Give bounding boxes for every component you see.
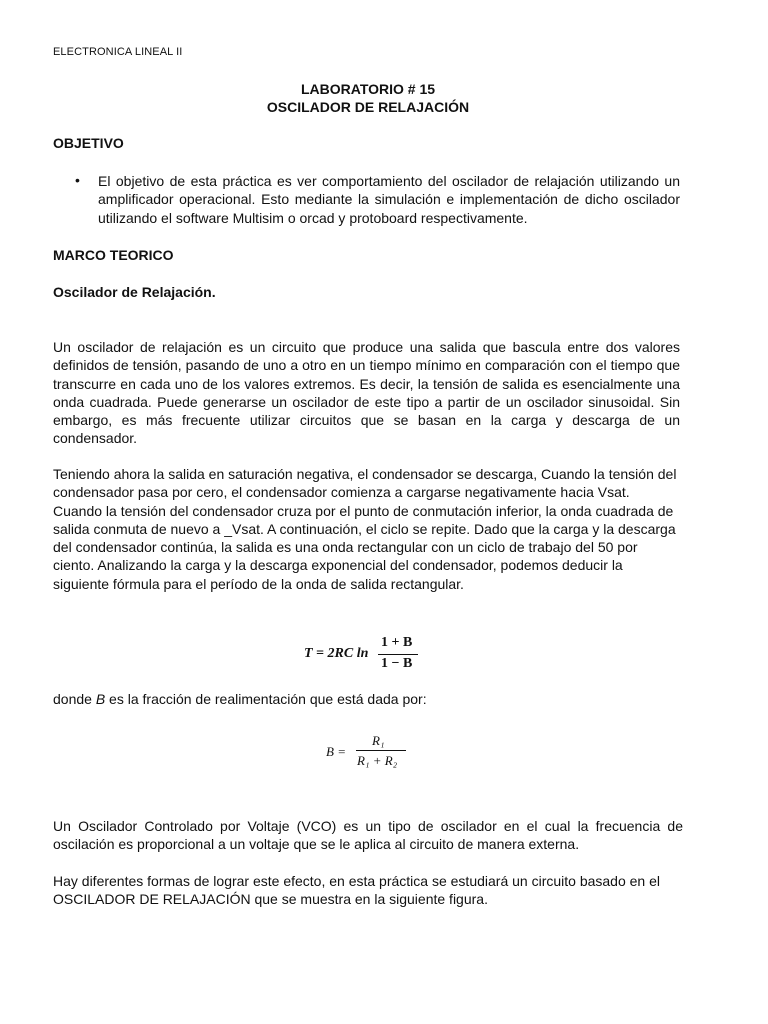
period-formula <box>300 634 424 674</box>
period-formula-lhs: T = 2RC ln <box>304 646 369 661</box>
feedback-variable: B <box>95 691 106 707</box>
feedback-formula-denominator: R₁ + R₂ <box>357 753 398 768</box>
paragraph-feedback-fraction <box>53 690 693 708</box>
period-formula-denominator: 1 − B <box>381 656 413 671</box>
lab-number-title: LABORATORIO # 15 <box>300 81 436 97</box>
fraction-bar <box>378 654 418 655</box>
course-header: ELECTRONICA LINEAL II <box>53 46 183 58</box>
feedback-text-prefix: donde <box>53 691 96 707</box>
objective-text: El objetivo de esta práctica es ver comportamiento del oscilador de relajación utilizando un amplificador operacional. Esto mediante la simulación e implementación de dicho oscilador utilizando el software Multisim o orcad y protoboard respectivamente. <box>98 173 680 226</box>
fraction-bar <box>356 750 406 751</box>
theory-heading: MARCO TEORICO <box>53 247 174 263</box>
paragraph-relaxation-intro: Un oscilador de relajación es un circuito que produce una salida que bascula entre dos valores definidos de tensión, pasando de uno a otro en un tiempo mínimo en comparación con el tiempo que transcurre en cada uno de los valores extremos. Es decir, la tensión de salida es esencialmente una onda cuadrada. Puede generarse un oscilador de este tipo a partir de un oscilador sinusoidal. Sin embargo, es más frecuente utilizar circuitos que se basan en la carga y descarga de un condensador. <box>53 339 680 447</box>
feedback-formula <box>322 732 412 772</box>
paragraph-capacitor-cycle: Teniendo ahora la salida en saturación negativa, el condensador se descarga, Cuando la tensión del condensador pasa por cero, el condensador comienza a cargarse negativamente hacia Vsat. Cuando la tensión del condensador cruza por el punto de conmutación inferior, la onda cuadrada de salida conmuta de nuevo a _Vsat. A continuación, el ciclo se repite. Dado que la carga y la descarga del condensador continúa, la salida es una onda rectangular con un ciclo de trabajo del 50 por ciento. Analizando la carga y la descarga exponencial del condensador, podemos deducir la siguiente fórmula para el período de la onda de salida rectangular. <box>53 466 677 592</box>
period-formula-numerator: 1 + B <box>381 635 413 650</box>
feedback-text-suffix: es la fracción de realimentación que está dada por: <box>105 691 427 707</box>
feedback-formula-lhs: B = <box>326 744 346 759</box>
paragraph-vco: Un Oscilador Controlado por Voltaje (VCO) es un tipo de oscilador en el cual la frecuencia de oscilación es proporcional a un voltaje que se le aplica al circuito de manera externa. <box>53 818 683 853</box>
bullet-icon: • <box>75 172 80 188</box>
theory-subheading: Oscilador de Relajación. <box>53 284 216 300</box>
lab-topic-title: OSCILADOR DE RELAJACIÓN <box>266 99 470 115</box>
paragraph-circuit-intro: Hay diferentes formas de lograr este efecto, en esta práctica se estudiará un circuito basado en el OSCILADOR DE RELAJACIÓN que se muestra en la siguiente figura. <box>53 873 661 908</box>
feedback-formula-numerator: R₁ <box>372 733 385 748</box>
objective-heading: OBJETIVO <box>53 135 124 151</box>
